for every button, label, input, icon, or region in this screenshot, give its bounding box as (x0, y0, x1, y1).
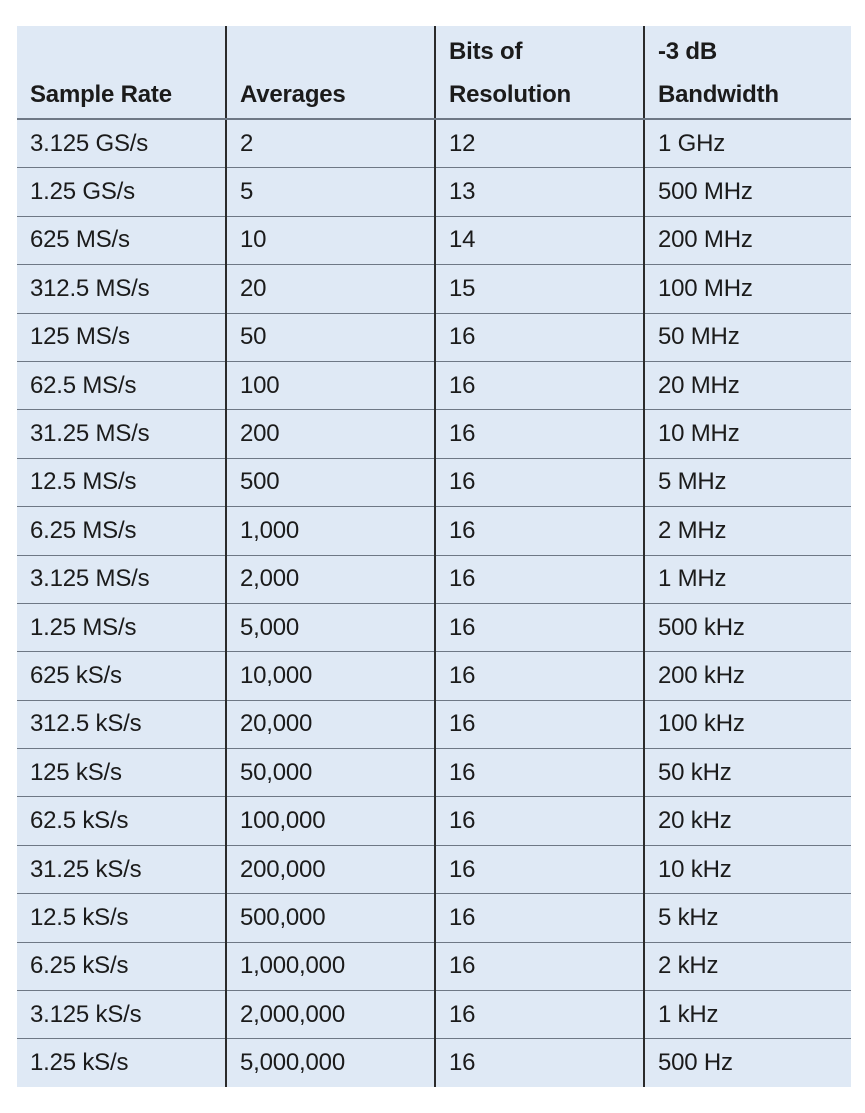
table-row (17, 555, 851, 603)
cell-bits-of-resolution: 14 (435, 216, 644, 264)
table-row (17, 797, 851, 845)
cell-averages: 2,000,000 (226, 991, 435, 1039)
cell-bits-of-resolution: 15 (435, 265, 644, 313)
cell-sample-rate: 3.125 MS/s (17, 555, 226, 603)
cell-bits-of-resolution: 16 (435, 894, 644, 942)
cell-sample-rate: 3.125 GS/s (17, 119, 226, 168)
cell-bits-of-resolution: 16 (435, 942, 644, 990)
cell-bits-of-resolution: 16 (435, 361, 644, 409)
cell-sample-rate: 12.5 MS/s (17, 458, 226, 506)
cell-averages: 10,000 (226, 652, 435, 700)
cell-averages: 5,000 (226, 603, 435, 651)
cell-bandwidth: 10 MHz (644, 410, 851, 458)
cell-bits-of-resolution: 16 (435, 458, 644, 506)
cell-averages: 2 (226, 119, 435, 168)
header-row (17, 26, 851, 119)
cell-bandwidth: 100 kHz (644, 700, 851, 748)
table-row (17, 168, 851, 216)
header-sample-rate (17, 26, 226, 119)
header-line-1: -3 dB (658, 38, 718, 65)
cell-bandwidth: 5 kHz (644, 894, 851, 942)
cell-bandwidth: 1 kHz (644, 991, 851, 1039)
cell-averages: 20,000 (226, 700, 435, 748)
table-row (17, 507, 851, 555)
cell-averages: 200,000 (226, 845, 435, 893)
cell-averages: 100 (226, 361, 435, 409)
cell-bandwidth: 500 Hz (644, 1039, 851, 1087)
header-bandwidth (644, 26, 851, 119)
cell-bits-of-resolution: 16 (435, 410, 644, 458)
cell-bits-of-resolution: 16 (435, 1039, 644, 1087)
header-line-2: Resolution (449, 81, 571, 108)
cell-sample-rate: 6.25 MS/s (17, 507, 226, 555)
cell-averages: 10 (226, 216, 435, 264)
cell-sample-rate: 3.125 kS/s (17, 991, 226, 1039)
table-row (17, 119, 851, 168)
cell-sample-rate: 312.5 MS/s (17, 265, 226, 313)
table-row (17, 361, 851, 409)
cell-bandwidth: 500 MHz (644, 168, 851, 216)
table-row (17, 458, 851, 506)
table-row (17, 991, 851, 1039)
cell-sample-rate: 1.25 kS/s (30, 1049, 129, 1077)
cell-averages: 50 (226, 313, 435, 361)
cell-averages: 100,000 (226, 797, 435, 845)
cell-bandwidth: 20 kHz (644, 797, 851, 845)
header-line-1: Bits of (449, 38, 523, 65)
cell-bandwidth: 1 GHz (644, 119, 851, 168)
cell-bandwidth: 200 MHz (644, 216, 851, 264)
table-header (17, 26, 851, 119)
table-row (17, 265, 851, 313)
cell-sample-rate: 6.25 kS/s (17, 942, 226, 990)
cell-bandwidth: 20 MHz (644, 361, 851, 409)
table-row (17, 845, 851, 893)
cell-sample-rate: 1.25 GS/s (17, 168, 226, 216)
cell-bits-of-resolution: 16 (435, 652, 644, 700)
cell-sample-rate: 31.25 MS/s (17, 410, 226, 458)
cell-averages: 5 (226, 168, 435, 216)
table-row (17, 749, 851, 797)
table-row (17, 603, 851, 651)
cell-bits-of-resolution: 16 (435, 555, 644, 603)
cell-bandwidth: 50 kHz (644, 749, 851, 797)
cell-averages: 20 (226, 265, 435, 313)
cell-averages: 50,000 (226, 749, 435, 797)
cell-averages: 1,000,000 (226, 942, 435, 990)
table-row (17, 894, 851, 942)
cell-sample-rate: 625 kS/s (17, 652, 226, 700)
cell-sample-rate: 125 MS/s (17, 313, 226, 361)
cell-bandwidth: 10 kHz (644, 845, 851, 893)
header-averages (226, 26, 435, 119)
cell-sample-rate: 12.5 kS/s (17, 894, 226, 942)
header-bits-of-resolution (435, 26, 644, 119)
cell-sample-rate: 625 MS/s (17, 216, 226, 264)
cell-averages: 500,000 (226, 894, 435, 942)
table-row (17, 313, 851, 361)
cell-sample-rate: 1.25 MS/s (17, 603, 226, 651)
header-line-2: Averages (240, 81, 346, 108)
table-body (17, 119, 851, 1087)
header-line-2: Sample Rate (30, 81, 172, 108)
cell-bits-of-resolution: 16 (435, 797, 644, 845)
cell-averages: 2,000 (226, 555, 435, 603)
cell-sample-rate: 312.5 kS/s (17, 700, 226, 748)
cell-bits-of-resolution: 16 (435, 507, 644, 555)
cell-bandwidth: 2 kHz (644, 942, 851, 990)
cell-bandwidth: 2 MHz (644, 507, 851, 555)
cell-bits-of-resolution: 16 (435, 313, 644, 361)
table-row (17, 652, 851, 700)
cell-averages: 200 (226, 410, 435, 458)
cell-sample-rate: 31.25 kS/s (17, 845, 226, 893)
cell-bandwidth: 200 kHz (644, 652, 851, 700)
header-line-2: Bandwidth (658, 81, 779, 108)
cell-averages: 500 (226, 458, 435, 506)
cell-averages: 5,000,000 (226, 1039, 435, 1087)
table-row (17, 1039, 851, 1087)
cell-sample-rate: 62.5 kS/s (17, 797, 226, 845)
cell-bits-of-resolution: 16 (435, 749, 644, 797)
cell-bits-of-resolution: 16 (435, 603, 644, 651)
cell-sample-rate: 62.5 MS/s (17, 361, 226, 409)
cell-bits-of-resolution: 16 (435, 991, 644, 1039)
cell-sample-rate: 125 kS/s (17, 749, 226, 797)
table-row (17, 700, 851, 748)
cell-bandwidth: 50 MHz (644, 313, 851, 361)
cell-averages: 1,000 (226, 507, 435, 555)
cell-bandwidth: 5 MHz (644, 458, 851, 506)
cell-bits-of-resolution: 12 (435, 119, 644, 168)
table-row (17, 942, 851, 990)
sample-rate-table (17, 26, 851, 1087)
cell-bits-of-resolution: 16 (435, 845, 644, 893)
table-row (17, 410, 851, 458)
cell-bandwidth: 1 MHz (644, 555, 851, 603)
cell-bits-of-resolution: 13 (435, 168, 644, 216)
cell-bandwidth: 500 kHz (644, 603, 851, 651)
cell-bandwidth: 100 MHz (644, 265, 851, 313)
cell-bits-of-resolution: 16 (435, 700, 644, 748)
table-row (17, 216, 851, 264)
